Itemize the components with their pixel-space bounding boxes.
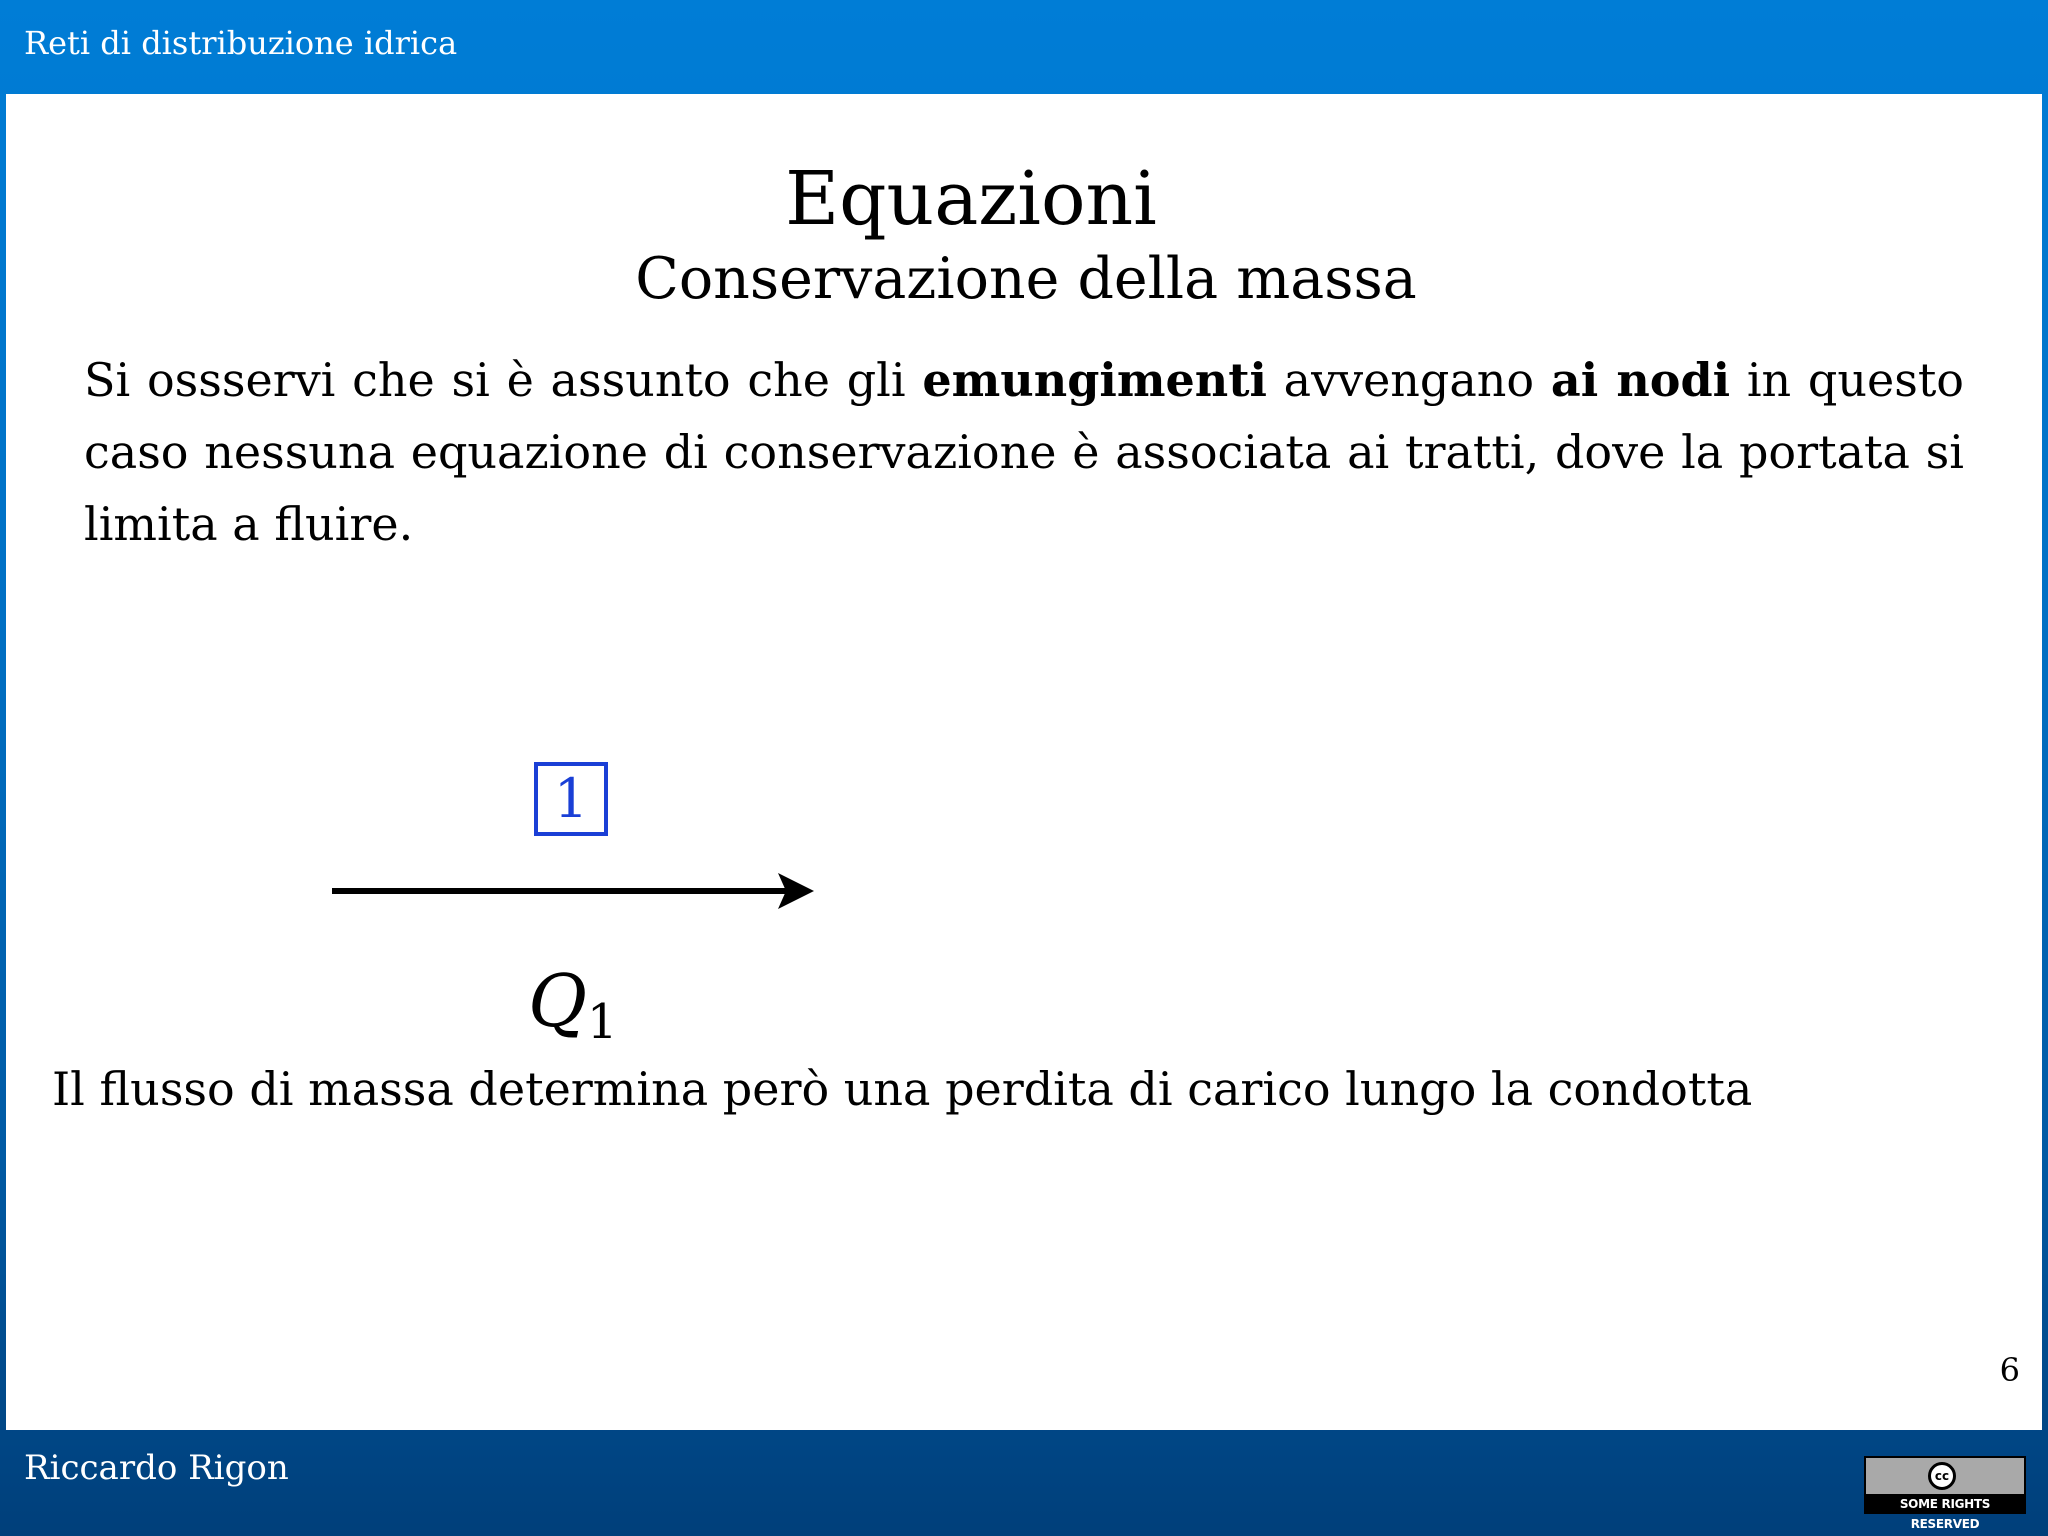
header-title: Reti di distribuzione idrica <box>24 24 458 62</box>
bold-term-ai-nodi: ai nodi <box>1550 353 1731 407</box>
bold-term-emungimenti: emungimenti <box>922 353 1267 407</box>
flow-subscript: 1 <box>587 994 618 1050</box>
license-text: SOME RIGHTS RESERVED <box>1866 1494 2024 1514</box>
paragraph-text-3: in questo caso nessuna equazione di conservazione è associata ai tratti, dove la portata si limita a fluire. <box>84 353 1964 551</box>
flow-label <box>528 959 618 1050</box>
closing-text: Il flusso di massa determina però una perdita di carico lungo la condotta <box>52 1062 1753 1116</box>
paragraph-text-1: Si ossservi che si è assunto che gli <box>84 353 923 407</box>
cc-license-badge[interactable] <box>1864 1456 2026 1531</box>
paragraph-text-2: avvengano <box>1266 353 1551 407</box>
cc-icon: cc <box>1928 1462 1956 1490</box>
flow-symbol: Q <box>528 959 588 1043</box>
pipe-label: 1 <box>553 767 589 830</box>
body-paragraph <box>84 344 1964 560</box>
pipe-diagram <box>316 654 836 1074</box>
slide-content <box>6 94 2042 1430</box>
slide-title: Equazioni <box>785 156 1157 242</box>
footer-author: Riccardo Rigon <box>24 1448 289 1488</box>
slide-subtitle: Conservazione della massa <box>635 246 1417 312</box>
page-number: 6 <box>1999 1351 2020 1389</box>
